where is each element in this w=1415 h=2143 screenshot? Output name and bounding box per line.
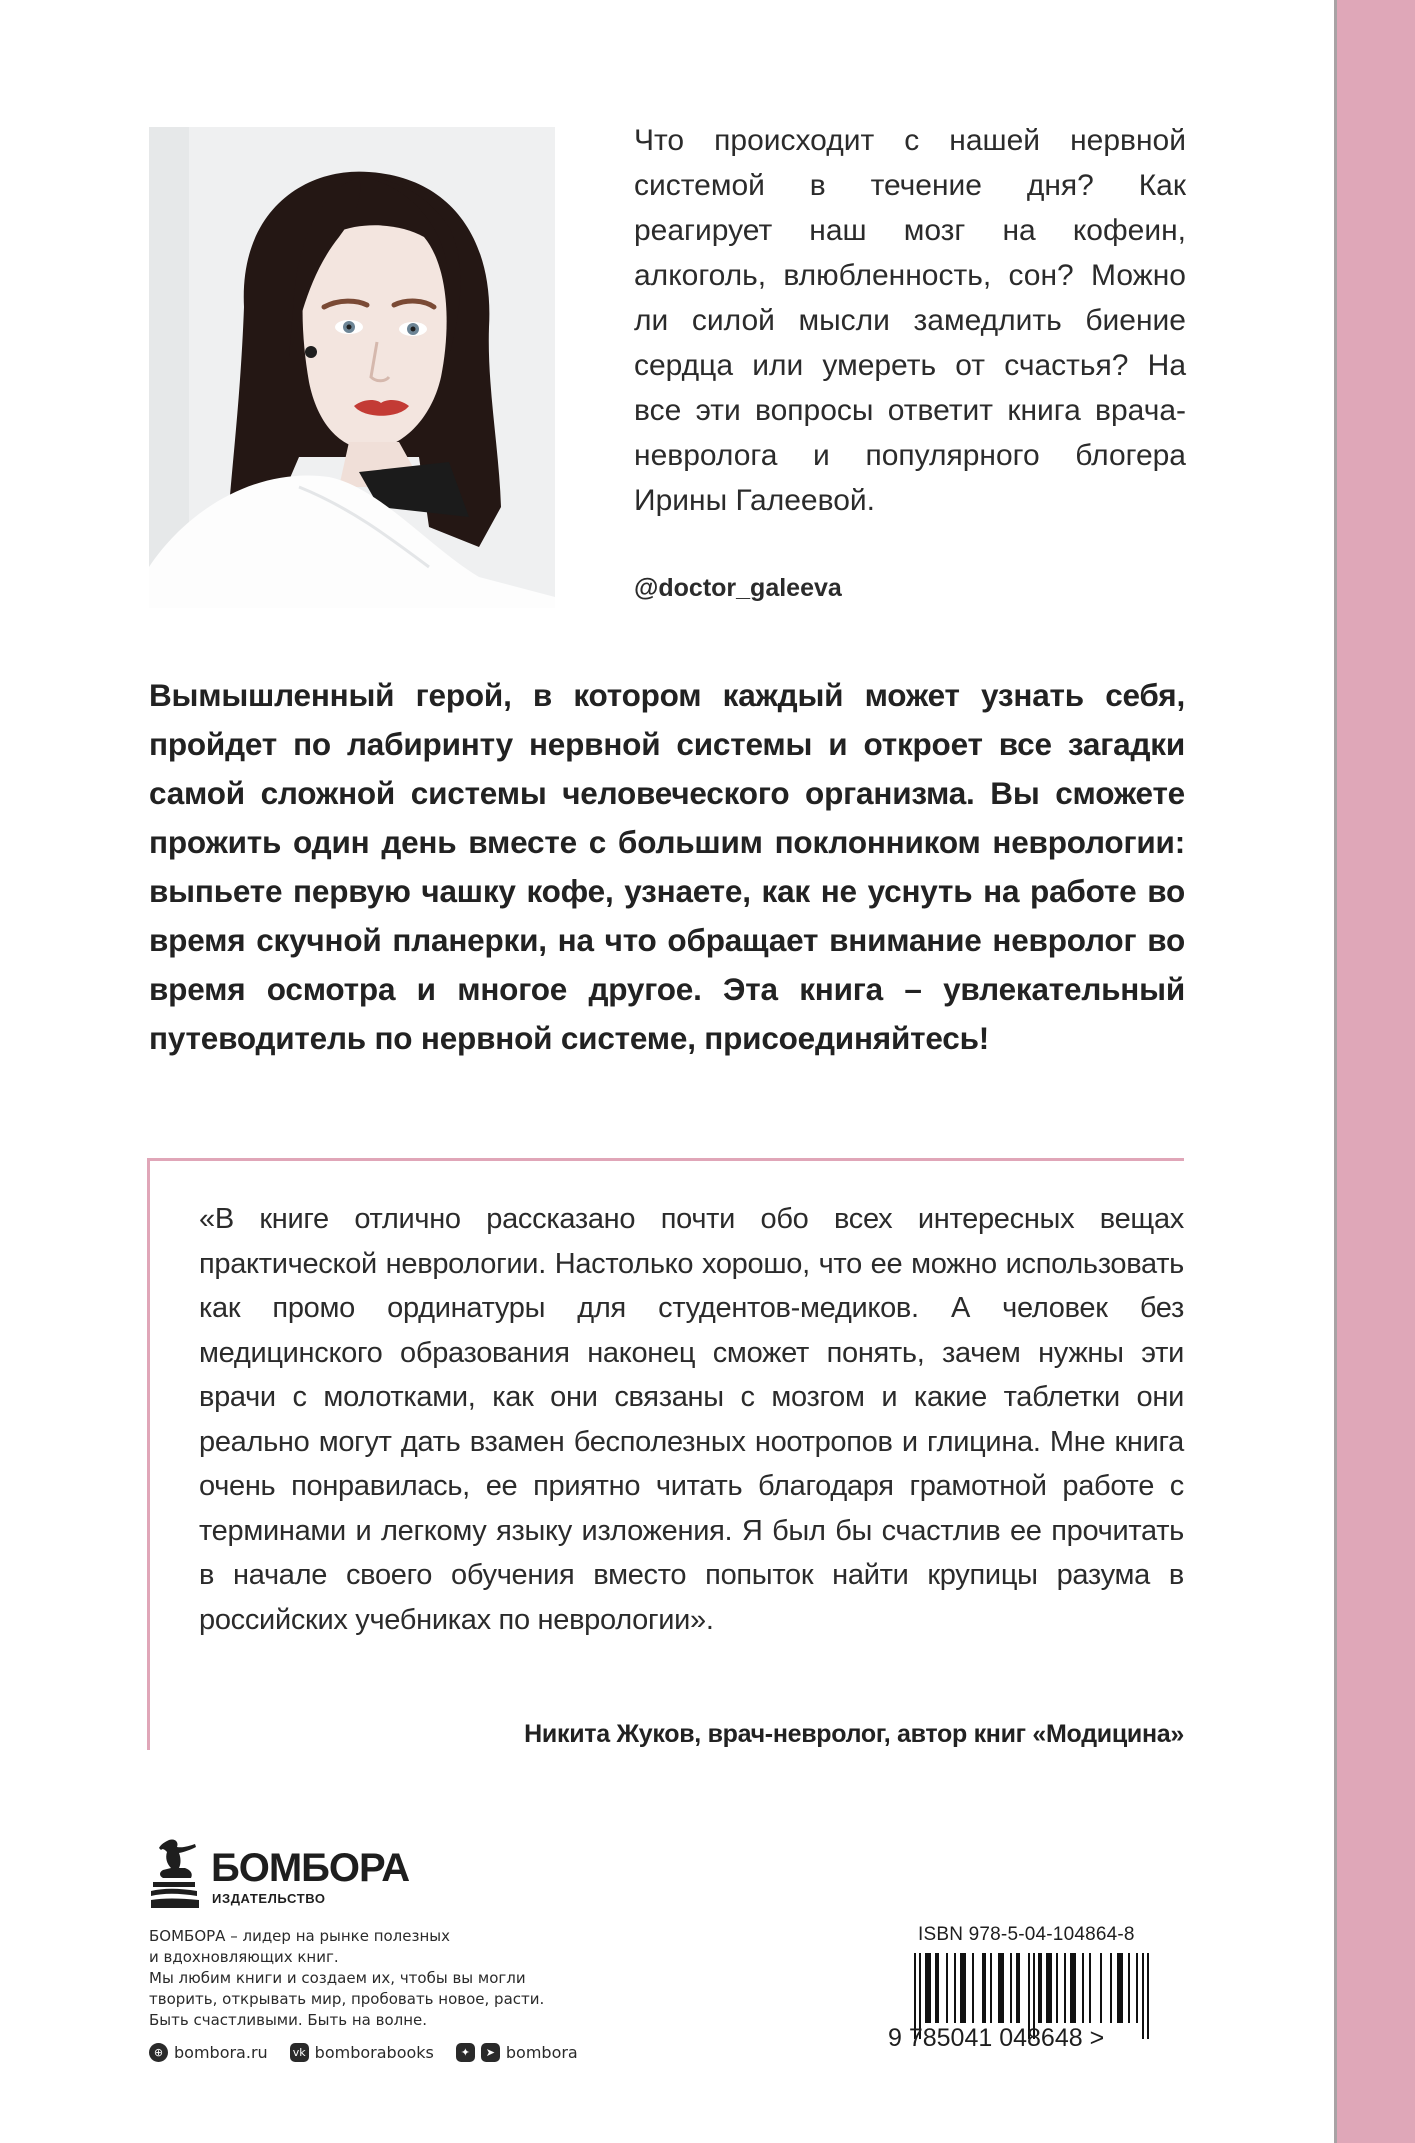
quote-border-left	[147, 1158, 150, 1750]
author-social-handle: @doctor_galeeva	[634, 574, 842, 602]
social-telegram[interactable]	[456, 2043, 578, 2062]
intro-text: Что происходит с нашей нервной системой в течение дня? Как реагирует наш мозг на кофеин, алкоголь, влюбленность, сон? Можно ли силой мысли замедлить биение сердца или умереть от счастья? На все эти вопросы ответит книга врача-невролога и популярного блогера Ирины Галеевой.	[634, 124, 1186, 517]
publisher-about	[149, 1926, 609, 2031]
review-attribution: Никита Жуков, врач-невролог, автор книг «Модицина»	[524, 1720, 1184, 1748]
social-label: bomborabooks	[314, 2043, 434, 2062]
about-line: Мы любим книги и создаем их, чтобы вы могли	[149, 1969, 526, 1987]
vk-icon: vk	[290, 2043, 309, 2062]
portrait-illustration	[149, 127, 555, 608]
telegram-icon: ➤	[481, 2043, 500, 2062]
isbn-label: ISBN 978-5-04-104864-8	[918, 1924, 1135, 1945]
social-website[interactable]	[149, 2043, 268, 2062]
author-photo	[149, 127, 555, 608]
about-line: и вдохновляющих книг.	[149, 1948, 339, 1966]
social-label: bombora	[505, 2043, 578, 2062]
globe-icon: ⊕	[149, 2043, 168, 2062]
publisher-socials	[149, 2043, 600, 2062]
social-vk[interactable]	[290, 2043, 434, 2062]
book-blurb: Вымышленный герой, в котором каждый может узнать себя, пройдет по лабиринту нервной системы и откроет все загадки самой сложной системы человеческого организма. Вы сможете прожить один день вместе с большим поклонником неврологии: выпьете первую чашку кофе, узнаете, как не уснуть на работе во время скучной планерки, на что обращает внимание невролог во время осмотра и многое другое. Эта книга – увлекательный путеводитель по нервной системе, присоединяйтесь!	[149, 677, 1185, 1056]
surfer-logo-icon	[149, 1838, 205, 1910]
quote-border-top	[147, 1158, 1184, 1161]
publisher-name: БОМБОРА	[211, 1846, 410, 1890]
review-quote: «В книге отлично рассказано почти обо всех интересных вещах практической неврологии. Настолько хорошо, что ее можно использовать как промо ординатуры для студентов-медиков. А человек без медицинского образования наконец сможет понять, зачем нужны эти врачи с молотками, как они связаны с мозгом и какие таблетки они реально могут дать взамен бесполезных ноотропов и глицина. Мне книга очень понравилась, ее приятно читать благодаря грамотной работе с терминами и легкому языку изложения. Я был бы счастлив ее прочитать в начале своего обучения вместо попыток найти крупицы разума в российских учебниках по неврологии».	[199, 1203, 1184, 1636]
about-line: БОМБОРА – лидер на рынке полезных	[149, 1927, 451, 1945]
about-line: Быть счастливыми. Быть на волне.	[149, 2011, 428, 2029]
publisher-subtitle: ИЗДАТЕЛЬСТВО	[212, 1891, 326, 1906]
intro-paragraph	[634, 118, 1186, 523]
barcode-digits: 9 785041 048648 >	[888, 2024, 1105, 2052]
about-line: творить, открывать мир, пробовать новое, расти.	[149, 1990, 545, 2008]
publisher-logo	[149, 1838, 410, 1910]
zen-icon: ✦	[456, 2043, 475, 2062]
book-spine	[1337, 0, 1415, 2143]
social-label: bombora.ru	[174, 2043, 268, 2062]
